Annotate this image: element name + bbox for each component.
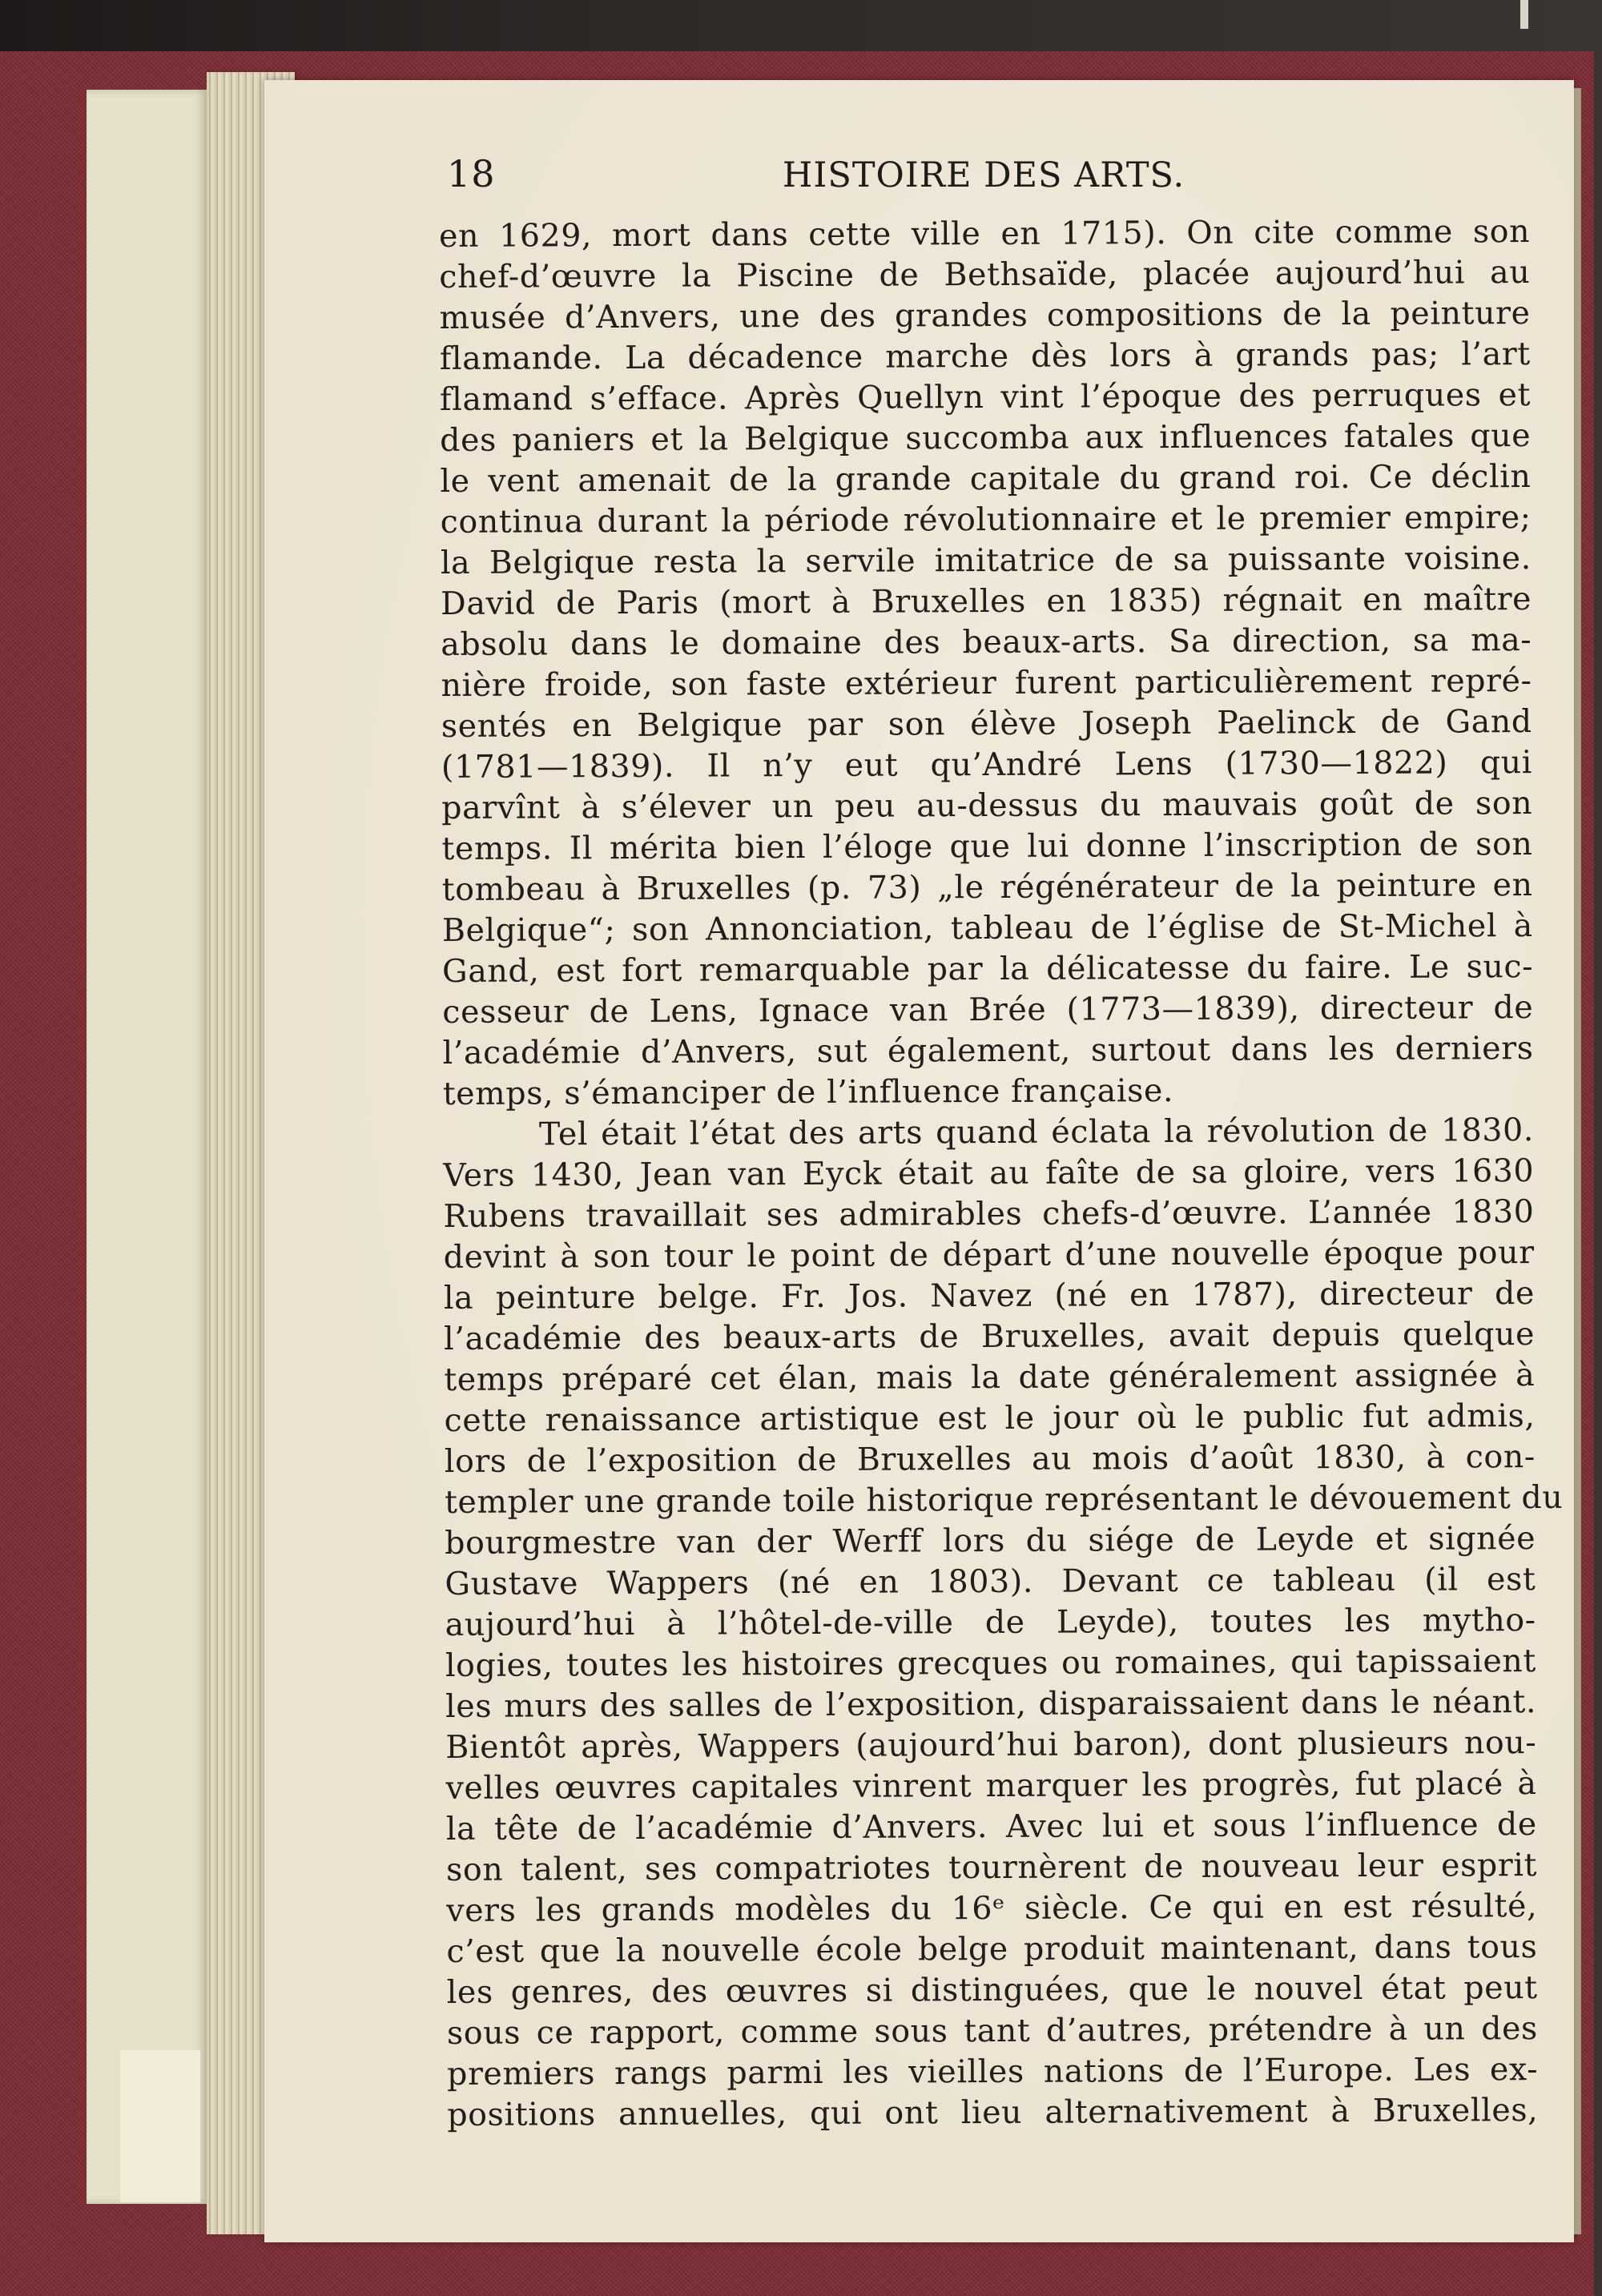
endpaper: [87, 90, 207, 2204]
text-line: temps, s’émanciper de l’influence française.: [442, 1072, 1174, 1112]
text-line: des paniers et la Belgique succomba aux influences fatales que: [440, 417, 1532, 459]
text-line: Vers 1430, Jean van Eyck était au faîte de sa gloire, vers 1630: [443, 1152, 1535, 1194]
page-header: [447, 152, 1520, 208]
text-line: la peinture belge. Fr. Jos. Navez (né en 1787), directeur de: [443, 1275, 1535, 1317]
text-line: nière froide, son faste extérieur furent particulièrement repré-: [441, 662, 1532, 704]
text-line: sentés en Belgique par son élève Joseph Paelinck de Gand: [441, 703, 1532, 745]
text-line: les murs des salles de l’exposition, disparaissaient dans le néant.: [445, 1683, 1537, 1725]
book-page: [264, 80, 1574, 2242]
text-line: temps préparé cet élan, mais la date généralement assignée à: [444, 1357, 1536, 1398]
text-line: les genres, des œuvres si distinguées, que le nouvel état peut: [446, 1969, 1538, 2011]
text-line: la tête de l’académie d’Anvers. Avec lui et sous l’influence de: [445, 1806, 1537, 1848]
text-line: absolu dans le domaine des beaux-arts. Sa direction, sa ma-: [441, 621, 1532, 663]
text-line: David de Paris (mort à Bruxelles en 1835) régnait en maître: [441, 581, 1532, 622]
scale-marker: [1520, 0, 1528, 29]
text-line: (1781—1839). Il n’y eut qu’André Lens (1730—1822) qui: [441, 744, 1533, 786]
text-line: Bientôt après, Wappers (aujourd’hui baron), dont plusieurs nou-: [445, 1724, 1537, 1766]
body-text: [439, 211, 1564, 2136]
running-head: HISTOIRE DES ARTS.: [782, 155, 1185, 195]
text-line: flamande. La décadence marche dès lors à grands pas; l’art: [439, 336, 1531, 377]
text-line: l’académie des beaux-arts de Bruxelles, avait depuis quelque: [444, 1316, 1536, 1357]
text-line: devint à son tour le point de départ d’une nouvelle époque pour: [443, 1234, 1535, 1276]
text-line: flamand s’efface. Après Quellyn vint l’époque des perruques et: [439, 376, 1532, 418]
text-line: temps. Il mérita bien l’éloge que lui donne l’inscription de son: [441, 826, 1533, 867]
text-line: parvînt à s’élever un peu au-dessus du mauvais goût de son: [441, 785, 1533, 826]
text-line: Gustave Wappers (né en 1803). Devant ce tableau (il est: [445, 1561, 1536, 1602]
text-line: chef-d’œuvre la Piscine de Bethsaïde, placée aujourd’hui au: [439, 254, 1531, 296]
text-line: cesseur de Lens, Ignace van Brée (1773—1839), directeur de: [442, 989, 1534, 1031]
text-line: bourgmestre van der Werff lors du siége de Leyde et signée: [445, 1520, 1536, 1562]
text-line: Gand, est fort remarquable par la délicatesse du faire. Le suc-: [442, 948, 1534, 990]
text-line: son talent, ses compatriotes tournèrent de nouveau leur esprit: [445, 1847, 1538, 1888]
text-line: le vent amenait de la grande capitale du grand roi. Ce déclin: [440, 458, 1532, 500]
text-line: tombeau à Bruxelles (p. 73) „le régénérateur de la peinture en: [441, 867, 1533, 908]
text-line: en 1629, mort dans cette ville en 1715). On cite comme son: [439, 213, 1531, 255]
text-line: logies, toutes les histoires grecques ou romaines, qui tapissaient: [445, 1643, 1536, 1684]
text-line: lors de l’exposition de Bruxelles au mois d’août 1830, à con-: [444, 1438, 1536, 1480]
text-line: l’académie d’Anvers, sut également, surtout dans les derniers: [442, 1030, 1534, 1072]
page-number: 18: [447, 152, 496, 195]
text-line: aujourd’hui à l’hôtel-de-ville de Leyde), toutes les mytho-: [445, 1602, 1536, 1643]
text-line: c’est que la nouvelle école belge produit maintenant, dans tous: [446, 1928, 1538, 1970]
text-line: positions annuelles, qui ont lieu alternativement à Bruxelles,: [447, 2092, 1539, 2133]
text-line: Tel était l’état des arts quand éclata la révolution de 1830.: [538, 1112, 1535, 1153]
text-line: musée d’Anvers, une des grandes compositions de la peinture: [439, 295, 1531, 336]
text-line: Rubens travaillait ses admirables chefs-d’œuvre. L’année 1830: [443, 1193, 1535, 1235]
text-line: Belgique“; son Annonciation, tableau de l’église de St-Michel à: [441, 907, 1533, 949]
endpaper-lower: [120, 2050, 200, 2202]
text-line: premiers rangs parmi les vieilles nations de l’Europe. Les ex-: [447, 2051, 1539, 2093]
text-line: velles œuvres capitales vinrent marquer les progrès, fut placé à: [445, 1765, 1537, 1807]
text-line: continua durant la période révolutionnaire et le premier empire;: [440, 499, 1532, 541]
text-line: la Belgique resta la servile imitatrice de sa puissante voisine.: [440, 540, 1532, 581]
text-line: sous ce rapport, comme sous tant d’autres, prétendre à un des: [446, 2010, 1538, 2052]
text-line: templer une grande toile historique représentant le dévouement du: [444, 1478, 1564, 1521]
text-line: cette renaissance artistique est le jour où le public fut admis,: [444, 1397, 1536, 1439]
text-line: vers les grands modèles du 16ᵉ siècle. Ce qui en est résulté,: [446, 1888, 1538, 1929]
